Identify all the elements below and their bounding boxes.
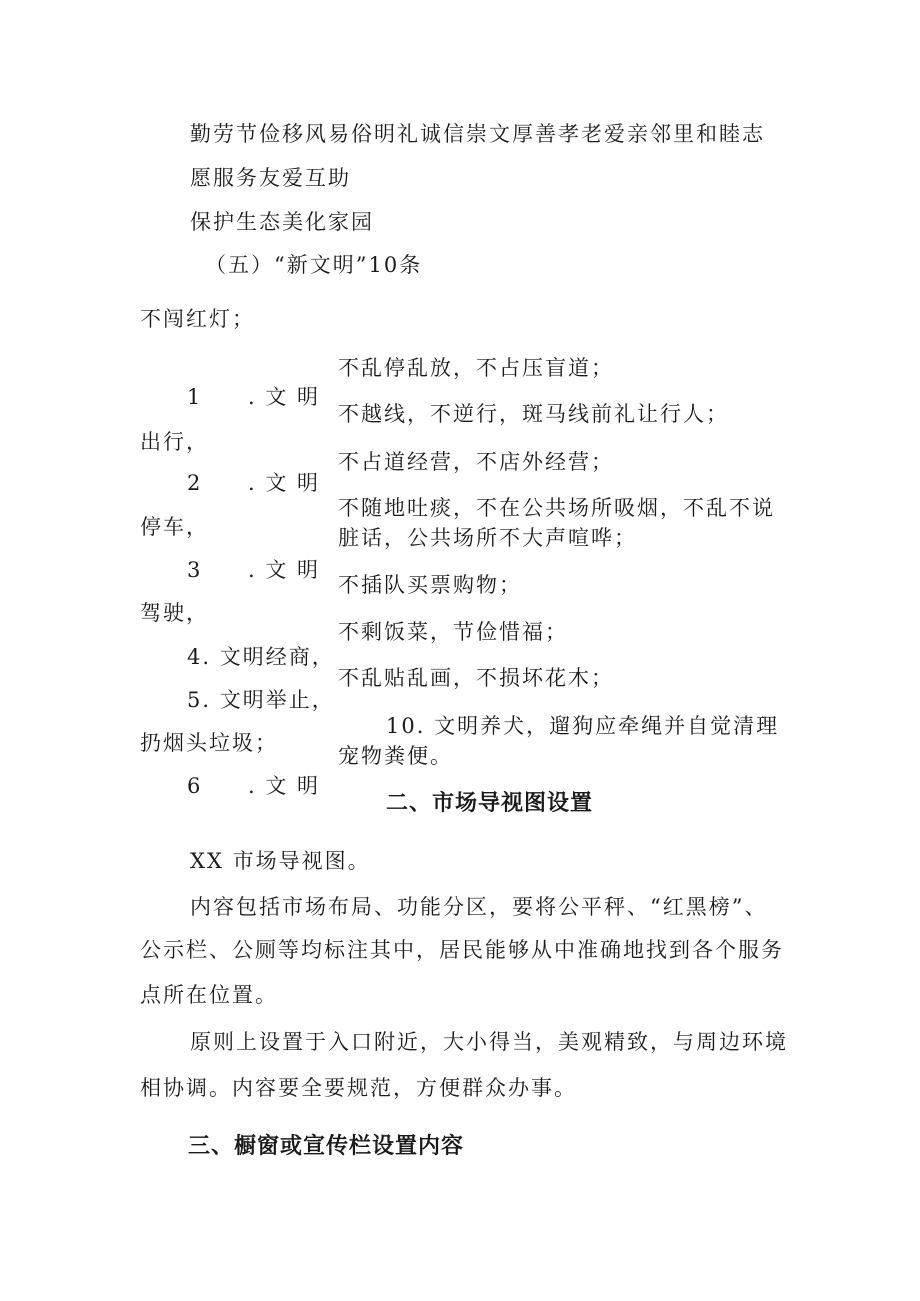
item5-continuation: 扔烟头垃圾；: [140, 731, 278, 755]
right-line-8a: 10. 文明养犬，遛狗应牵绳并自觉清理: [386, 714, 780, 738]
right-line-6: 不剩饭菜，节俭惜福；: [338, 620, 568, 644]
top-line-2: 愿服务友爱互助: [190, 166, 351, 190]
item1-continuation: 出行，: [140, 430, 209, 454]
right-line-4a: 不随地吐痰，不在公共场所吸烟，不乱不说: [338, 496, 775, 520]
section-two-p1: XX 市场导视图。: [190, 849, 371, 873]
section-two-p3-line1: 原则上设置于入口附近，大小得当，美观精致，与周边环境: [190, 1030, 788, 1054]
item1-label: . 文 明: [248, 385, 321, 409]
right-line-1: 不乱停乱放，不占压盲道；: [338, 356, 614, 380]
right-line-3: 不占道经营，不店外经营；: [338, 450, 614, 474]
section-five-heading: （五）“新文明”10条: [205, 253, 423, 277]
section-two-p2-line3: 点所在位置。: [140, 983, 278, 1007]
section-two-p2-line2: 公示栏、公厕等均标注其中，居民能够从中准确地找到各个服务: [140, 938, 784, 962]
item4-line: 4. 文明经商，: [187, 645, 335, 669]
right-line-2: 不越线，不逆行，斑马线前礼让行人；: [338, 402, 729, 426]
item6-label: . 文 明: [248, 774, 321, 798]
item5-line: 5. 文明举止，: [187, 688, 335, 712]
right-line-8b: 宠物粪便。: [338, 744, 453, 768]
intro-line: 不闯红灯；: [140, 307, 255, 331]
top-line-1: 勤劳节俭移风易俗明礼诚信崇文厚善孝老爱亲邻里和睦志: [190, 122, 765, 146]
section-two-heading: 二、市场导视图设置: [386, 791, 594, 816]
item2-continuation: 停车，: [140, 515, 209, 539]
section-two-p2-line1: 内容包括市场布局、功能分区，要将公平秤、“红黑榜”、: [190, 895, 768, 919]
item3-number: 3: [187, 558, 201, 582]
section-three-heading: 三、橱窗或宣传栏设置内容: [188, 1134, 465, 1159]
item1-number: 1: [187, 385, 201, 409]
right-line-4b: 脏话，公共场所不大声喧哗；: [338, 526, 637, 550]
item6-number: 6: [187, 774, 201, 798]
item2-number: 2: [187, 471, 201, 495]
item2-label: . 文 明: [248, 471, 321, 495]
item3-label: . 文 明: [248, 558, 321, 582]
right-line-5: 不插队买票购物；: [338, 573, 522, 597]
right-line-7: 不乱贴乱画，不损坏花木；: [338, 666, 614, 690]
section-two-p3-line2: 相协调。内容要全要规范，方便群众办事。: [140, 1076, 577, 1100]
item3-continuation: 驾驶，: [140, 601, 209, 625]
top-line-3: 保护生态美化家园: [190, 210, 374, 234]
